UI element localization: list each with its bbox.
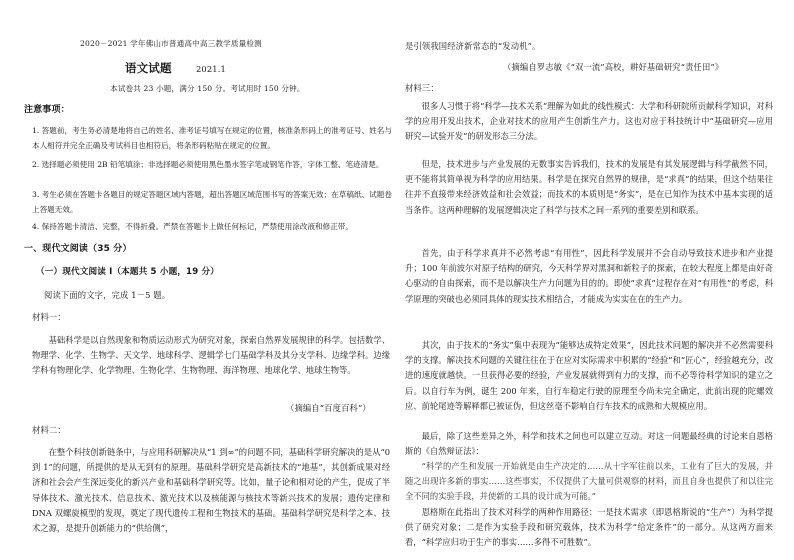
material3-quote: “科学的产生和发展一开始就是由生产决定的……从十字军往前以来，工业有了巨大的发展，并随之出现许多新的事实……这些事实，不仅提供了大量可供观察的材料，而且自身也提供了和以往完全不同的实验手段，并使新的工具的设计成为可能。”	[405, 461, 773, 502]
note-item-1: 1. 答题前，考生务必清楚地将自己的姓名、准考证号填写在规定的位置，核准条形码上的准考证号、姓名与本人相符并完全正确及考试科目也相符后，将条形码粘贴在规定的位置。	[32, 126, 392, 150]
material3-paragraph-4: 其次，由于技术的“务实”集中表现为“能够达成特定效果”，因此技术问题的解决并不必然需要科学的支撑。解决技术问题的关键往往在于在应对实际需求中积累的“经验”和“匠心”，经验越充分，改进的速度就越快。一旦获得必要的经验，产业发展就得到有力的支撑，而不必等待科学知识的建立之后。以自行车为例，诞生 200 年来，自行车稳定行驶的原理至今尚未完全确定，此前出现的陀螺效应、前轮尾迹等解释都已被证伪，但这丝毫不影响自行车技术的成熟和大规模应用。	[405, 340, 773, 411]
material1-label: 材料一：	[32, 312, 66, 322]
material2-continuation: 是引领我国经济新常态的“发动机”。	[405, 41, 541, 51]
exam-info: 本试卷共 23 小题，满分 150 分。考试用时 150 分钟。	[110, 84, 305, 93]
exam-date: 2021.1	[196, 64, 226, 74]
material3-paragraph-7: 恩格斯在此指出了技术对科学的两种作用路径：一是技术需求（即恩格斯说的“生产”）为科学提供了研究对象；二是作为实验手段和研究载体，技术为科学“给定条件”的一部分。从这两方面来看，“科学应归功于生产的事实……多得不可胜数”。	[405, 507, 773, 548]
material2-source: （摘编自罗志敏《“双一流”高校，耕好基础研究“责任田”》	[503, 62, 724, 72]
subject-title: 语文试题	[125, 61, 172, 75]
section1-subheading: （一）现代文阅读 I（本题共 5 小题，19 分）	[36, 267, 219, 277]
material3-paragraph-1: 很多人习惯于将“科学—技术关系”理解为如此的线性模式：大学和科研院所贡献科学知识，对科学的应用开发出技术，企业对技术的应用产生创新生产力。这也对应于科技统计中“基础研究—应用研究—试验开发”的研发形态三分法。	[405, 101, 773, 142]
material3-paragraph-3: 首先，由于科学求真并不必然考虑“有用性”，因此科学发展并不会自动导致技术进步和产业提升；100 年前波尔对原子结构的研究，今天科学界对黑洞和新粒子的探索，在较大程度上都是由好奇心驱动的自由探索，而不是以解决生产力问题为目的的。即使“求真”过程存在对“有用性”的考虑，科学原理的突破也必须同具体的现实技术相结合，才能成为实实在在的生产力。	[405, 248, 773, 304]
note-item-3: 3. 考生必须在答题卡各题目的规定答题区域内答题，超出答题区域范围书写的答案无效；在草稿纸、试题卷上答题无效。	[32, 190, 392, 214]
material2-text: 在整个科技创新链条中，与应用科研解决从“1 到∞”的问题不同，基础科学研究解决的是从“0 到 1”的问题，所提供的是从无到有的原理。基础科学研究是高新技术的“地基”，其创新成果对经济和社会会产生深远变化的新兴产业和基础科学研究等。比如，量子论和相对论的产生，促成了半导体技术、激光技术、信息技术、激光技术以及核能源与核技术等新兴技术的发展；遗传定律和 DNA 双螺旋模型的发现，奠定了现代遗传工程和生物技术的基础。基础科学研究是科学之本、技术之源，是提升创新能力的“供给侧”，	[32, 447, 390, 534]
material3-paragraph-5: 最后，除了这些差异之外，科学和技术之间也可以建立互动。对这一问题最经典的讨论来自恩格斯的《自然辩证法》：	[405, 431, 773, 457]
material3-label: 材料三：	[405, 83, 439, 93]
material1-source: （摘编自“百度百科”）	[286, 403, 371, 413]
section1-heading: 一、现代文阅读（35 分）	[24, 244, 132, 254]
material3-paragraph-2: 但是，技术进步与产业发展的无数事实告诉我们，技术的发展是有其发展逻辑与科学截然不同，更不能将其简单视为科学的应用结果。科学是在探究自然界的规律，是“求真”的结果，但这个结果往往并不直接带来经济效益和社会效益；而技术的本质则是“务实”，是在已知作为技术中基本实现的适当条件。这两种理解的发展逻辑决定了科学与技术之间一系列的重要差别和联系。	[405, 159, 773, 215]
note-item-2: 2. 选择题必须使用 2B 铅笔填涂；非选择题必须使用黑色墨水签字笔或钢笔作答，字体工整、笔迹清楚。	[32, 160, 384, 169]
material2-label: 材料二：	[32, 425, 66, 435]
section1-instruction: 阅读下面的文字，完成 1－5 题。	[44, 290, 171, 300]
note-item-4: 4. 保持答题卡清洁、完整，不得折叠。严禁在答题卡上做任何标记，严禁使用涂改液和修正带。	[32, 222, 353, 231]
material1-text: 基础科学是以自然现象和物质运动形式为研究对象，探索自然界发展规律的科学。包括数学、物理学、化学、生物学、天文学、地球科学、逻辑学七门基础学科及其分支学科、边缘学科。边缘学科有物理化学、化学物理、生物化学、生物物理、海洋物理、地球化学、地球生物等。	[32, 335, 390, 376]
notes-heading: 注意事项：	[24, 105, 70, 115]
exam-title: 2020－2021 学年佛山市普通高中高三教学质量检测	[80, 39, 262, 48]
